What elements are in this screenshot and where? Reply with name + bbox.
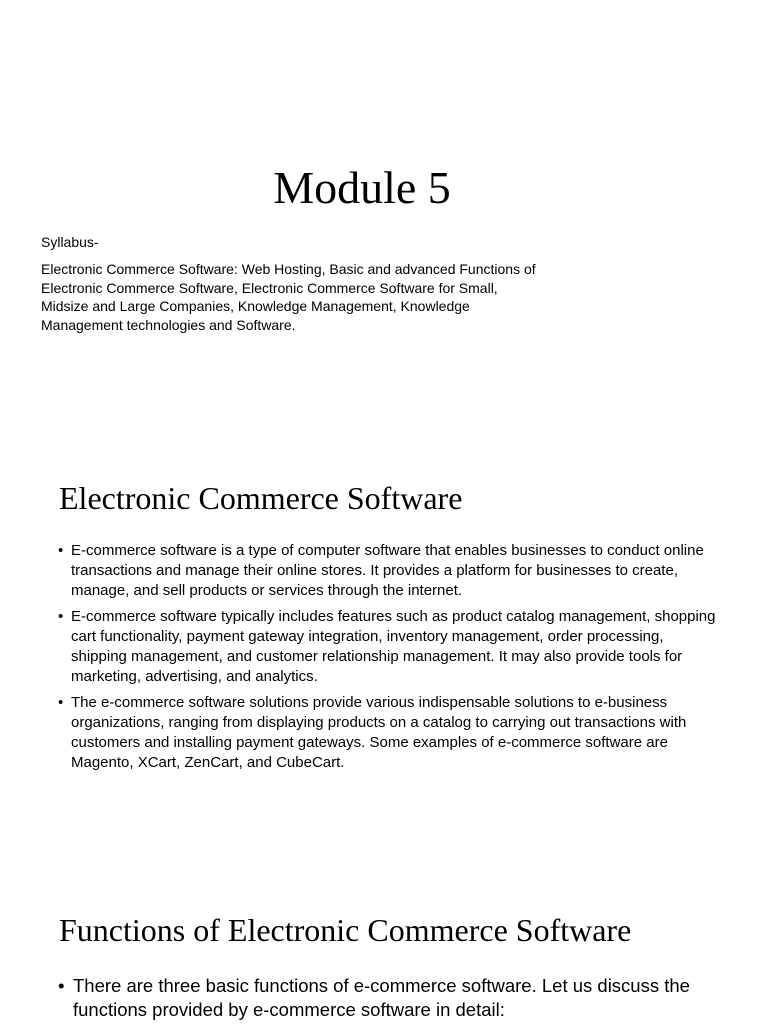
syllabus-label: Syllabus- xyxy=(41,234,99,250)
slide-ecommerce-functions xyxy=(0,880,768,1024)
bullet-item xyxy=(58,693,718,773)
bullet-text: E-commerce software is a type of computer software that enables businesses to conduct online transactions and manage their online stores. It provides a platform for businesses to create, manage, and sell products or services through the internet. xyxy=(71,542,704,599)
bullet-item xyxy=(58,974,718,1022)
module-title: Module 5 xyxy=(273,162,451,213)
bullet-text: There are three basic functions of e-commerce software. Let us discuss the functions provided by e-commerce software in detail: xyxy=(73,975,690,1020)
syllabus-text: Electronic Commerce Software: Web Hosting, Basic and advanced Functions of Electronic Commerce Software, Electronic Commerce Software for Small, Midsize and Large Companies, Knowledge Management, Knowledge Management technologies and Software. xyxy=(41,261,536,333)
bullet-icon: • xyxy=(58,975,65,996)
bullet-list xyxy=(58,974,718,1024)
slide-module-title xyxy=(0,0,768,420)
bullet-item xyxy=(58,541,718,601)
bullet-item xyxy=(58,607,718,687)
slide-ecommerce-software xyxy=(0,420,768,820)
bullet-icon: • xyxy=(58,608,64,625)
bullet-list xyxy=(58,541,718,779)
bullet-text: E-commerce software typically includes features such as product catalog management, shopping cart functionality, payment gateway integration, inventory management, order processing, shipping management, and customer relationship management. It may also provide tools for marketing, advertising, and analytics. xyxy=(71,608,716,685)
bullet-text: The e-commerce software solutions provide various indispensable solutions to e-business organizations, ranging from displaying products on a catalog to carrying out transactions with customers and installing payment gateways. Some examples of e-commerce software are Magento, XCart, ZenCart, and CubeCart. xyxy=(71,694,687,771)
section-heading-ecommerce-functions: Functions of Electronic Commerce Software xyxy=(59,912,632,948)
bullet-icon: • xyxy=(58,694,64,711)
section-heading-ecommerce-software: Electronic Commerce Software xyxy=(59,480,463,516)
bullet-icon: • xyxy=(58,542,64,559)
